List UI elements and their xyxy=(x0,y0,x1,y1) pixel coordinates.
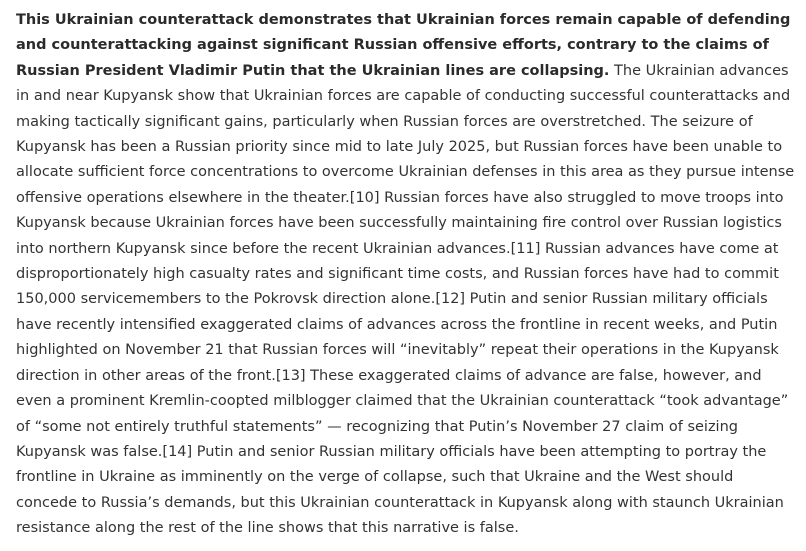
body-text-1: The Ukrainian advances in and near Kupyansk show that Ukrainian forces are capable of conducting successful counterattacks and making tactically significant gains, particularly when Russian forces are overstretched. The seizure of Kupyansk has been a Russian priority since mid to late July 2025, but Russian forces have been unable to allocate sufficient force concentrations to overcome Ukrainian defenses in this area as they pursue intense offensive operations elsewhere in the theater. xyxy=(16,62,795,206)
footnote-11: [11] xyxy=(510,240,541,257)
body-text-5: These exaggerated claims of advance are false, however, and even a prominent Kremlin-coopted milblogger claimed that the Ukrainian counterattack “took advantage” of “some not entirely truthful statements” — recognizing that Putin’s November 27 claim of seizing Kupyansk was false. xyxy=(16,367,789,460)
footnote-14: [14] xyxy=(162,443,193,460)
footnote-12: [12] xyxy=(435,291,466,308)
article-paragraph xyxy=(16,8,798,542)
body-text-2: Russian forces have also struggled to move troops into Kupyansk because Ukrainian forces have been successfully maintaining fire control over Russian logistics into northern Kupyansk since before the recent Ukrainian advances. xyxy=(16,189,784,257)
body-text-4: Putin and senior Russian military officials have recently intensified exaggerated claims of advances across the frontline in recent weeks, and Putin highlighted on November 21 that Russian forces will “inevitably” repeat their operations in the Kupyansk direction in other areas of the front. xyxy=(16,291,779,384)
footnote-13: [13] xyxy=(275,367,306,384)
article-body xyxy=(16,8,798,542)
body-text-6: Putin and senior Russian military officials have been attempting to portray the frontline in Ukraine as imminently on the verge of collapse, such that Ukraine and the West should concede to Russia’s demands, but this Ukrainian counterattack in Kupyansk along with staunch Ukrainian resistance along the rest of the line shows that this narrative is false. xyxy=(16,443,784,537)
lead-sentence: This Ukrainian counterattack demonstrates that Ukrainian forces remain capable of defending and counterattacking against significant Russian offensive efforts, contrary to the claims of Russian President Vladimir Putin that the Ukrainian lines are collapsing. xyxy=(16,12,791,79)
footnote-10: [10] xyxy=(349,189,380,206)
body-text-3: Russian advances have come at disproportionately high casualty rates and significant time costs, and Russian forces have had to commit 150,000 servicemembers to the Pokrovsk direction alone. xyxy=(16,240,779,308)
